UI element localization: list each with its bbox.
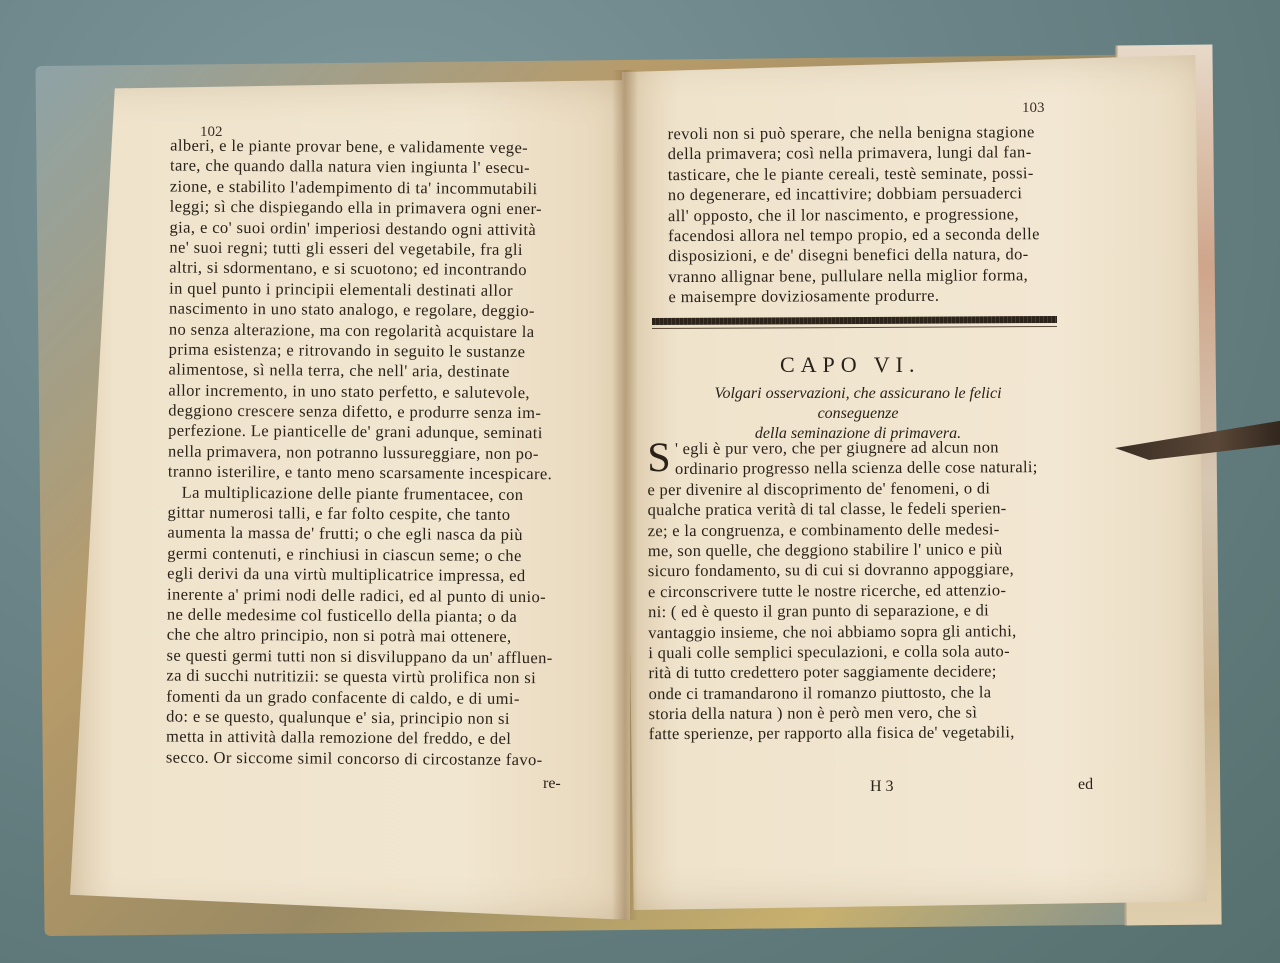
text-line: ne delle medesime col fusticello della pianta; o da — [166, 604, 518, 626]
text-line: alimentose, sì nella terra, che nell' aria, destinate — [168, 359, 510, 382]
text-line: inerente a' primi nodi delle radici, ed al punto di unio- — [166, 584, 547, 606]
text-line: i quali colle semplici speculazioni, e colla sola auto- — [648, 641, 1010, 663]
text-line: alberi, e le piante provar bene, e validamente vege- — [170, 135, 529, 158]
text-line: tasticare, che le piante cereali, testè seminate, possi- — [667, 163, 1034, 184]
text-line: e per divenire al discoprimento de' fenomeni, o di — [647, 478, 991, 499]
text-line: nascimento in uno stato analogo, e regolare, deggio- — [168, 298, 535, 321]
text-line: ordinario progresso nella scienza delle cose naturali; — [674, 457, 1038, 479]
text-line: germi contenuti, e rinchiusi in ciascun seme; o che — [167, 543, 522, 565]
text-line: altri, si sdormentano, e si scuotono; ed incontrando — [169, 257, 527, 280]
text-line: vantaggio insieme, che noi abbiamo sopra gli antichi, — [648, 620, 1017, 642]
text-line: se questi germi tutti non si disviluppano da un' affluen- — [166, 645, 553, 667]
text-line: e circonscrivere tutte le nostre ricerche, ed attenzio- — [647, 580, 1007, 601]
text-line: disposizioni, e de' disegni benefici della natura, do- — [668, 244, 1029, 266]
text-line: no senza alterazione, ma con regolarità acquistare la — [168, 319, 535, 341]
text-line: che che altro principio, non si potrà mai ottenere, — [166, 624, 512, 647]
text-line: ne' suoi regni; tutti gli esseri del vegetabile, fra gli — [169, 237, 523, 259]
text-line: ze; e la congruenza, e combinamento delle medesi- — [647, 518, 1000, 540]
text-line: facendosi allora nel tempo propio, ed a seconda delle — [668, 224, 1040, 246]
text-line: deggiono crescere senza difetto, e produrre senza im- — [168, 400, 542, 423]
text-line: perfezione. Le pianticelle de' grani adunque, seminati — [168, 421, 543, 443]
text-line: fomenti da un grado confacente di caldo, e di umi- — [166, 686, 520, 708]
text-line: allor incremento, in uno stato perfetto, e salutevole, — [168, 380, 531, 402]
text-line: no degenerare, ed incattivire; dobbiam persuaderci — [667, 183, 1023, 205]
chapter-subtitle-line-2: della seminazione di primavera. — [754, 425, 962, 442]
text-line: ' egli è pur vero, che per giugnere ad alcun non — [674, 437, 999, 459]
text-line: in quel punto i principii elementali destinati allor — [169, 278, 514, 300]
right-page-number: 103 — [1022, 100, 1045, 116]
text-line: zione, e stabilito l'adempimento di ta' incommutabili — [169, 176, 538, 198]
book-gutter — [612, 70, 638, 920]
text-line: nella primavera, non potranno lussureggiare, non po- — [167, 441, 539, 463]
left-page-text — [166, 136, 590, 771]
text-line: tranno isterilire, e tanto meno scarsamente incespicare. — [167, 461, 553, 484]
text-line: e maisempre doviziosamente produrre. — [668, 285, 940, 307]
text-line: della primavera; così nella primavera, lungi dal fan- — [667, 142, 1032, 164]
chapter-title: CAPO VI. — [780, 352, 921, 377]
text-line: qualche pratica verità di tal classe, le fedeli sperien- — [647, 498, 1007, 520]
text-line: gia, e co' suoi ordin' imperiosi destando ogni attività — [169, 217, 537, 239]
right-catchword: ed — [1078, 776, 1094, 793]
text-line: onde ci tramandarono il romanzo piuttosto, che la — [648, 682, 992, 703]
chapter-subtitle — [673, 384, 1043, 444]
chapter-body-text — [647, 436, 1094, 744]
text-line: revoli non si può sperare, che nella benigna stagione — [667, 122, 1035, 144]
text-line: egli derivi da una virtù multiplicatrice impressa, ed — [167, 563, 526, 586]
text-line: storia della natura ) non è però men vero, che sì — [648, 702, 978, 724]
text-line: za di succhi nutritizii: se questa virtù prolifica non si — [166, 665, 537, 688]
chapter-subtitle-line-1: Volgari osservazioni, che assicurano le felici conseguenze — [714, 385, 1002, 422]
text-line: La multiplicazione delle piante frumentacee, con — [181, 482, 524, 504]
text-line: aumenta la massa de' frutti; o che egli nasca da più — [167, 522, 523, 545]
text-line: gittar numerosi talli, e far folto cespite, che tanto — [167, 502, 511, 524]
text-line: ni: ( ed è questo il gran punto di separazione, e di — [648, 600, 990, 622]
text-line: sicuro fondamento, su di cui si dovranno appoggiare, — [647, 559, 1015, 581]
text-line: do: e se questo, qualunque e' sia, principio non si — [166, 706, 510, 728]
text-line: vranno allignar bene, pullulare nella miglior forma, — [668, 264, 1029, 286]
right-page-top-text — [668, 122, 1104, 308]
left-page-number: 102 — [200, 124, 223, 140]
text-line: metta in attività dalla remozione del freddo, e del — [165, 726, 512, 749]
signature-mark: H 3 — [870, 778, 894, 795]
text-line: all' opposto, che il lor nascimento, e progressione, — [667, 203, 1019, 225]
text-line: tare, che quando dalla natura vien ingiunta l' esecu- — [169, 155, 531, 178]
drop-cap: S — [647, 435, 672, 482]
text-line: leggi; sì che dispiegando ella in primavera ogni ener- — [169, 196, 543, 219]
text-line: rità di tutto credettero poter saggiamente decidere; — [648, 661, 997, 683]
text-line: fatte sperienze, per rapporto alla fisica de' vegetabili, — [648, 722, 1015, 744]
text-line: prima esistenza; e ritrovando in seguito le sustanze — [168, 339, 526, 361]
left-catchword: re- — [543, 775, 561, 792]
text-line: secco. Or siccome simil concorso di circostanze favo- — [165, 747, 543, 769]
text-line: me, son quelle, che deggiono stabilire l' unico e più — [647, 539, 1003, 561]
